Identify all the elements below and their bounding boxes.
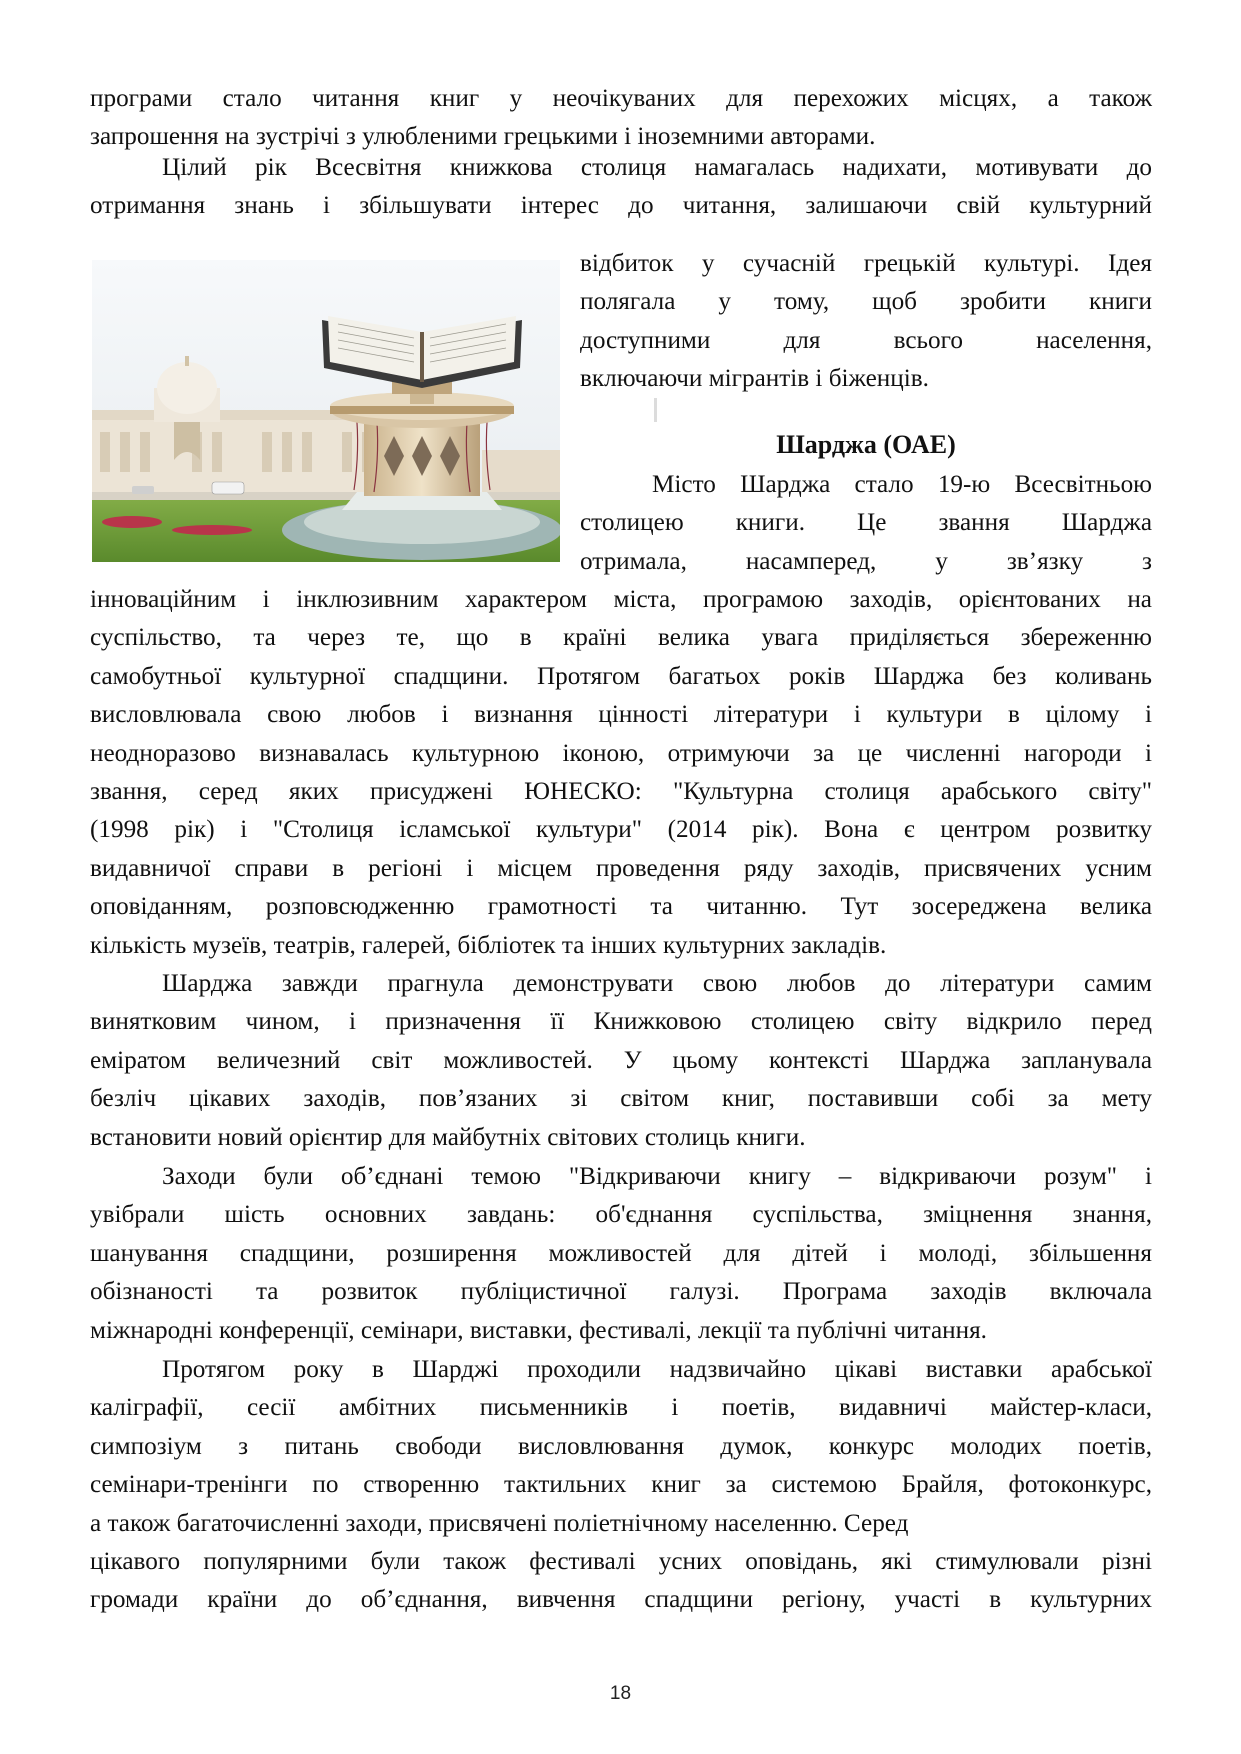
scan-artifact-mark [654,398,657,422]
text-line: Шарджа завжди прагнула демонструвати свою любов до літератури самим [162,970,1152,997]
text-line: винятковим чином, і призначення її Книжковою столицею світу відкрило перед [90,1008,1152,1036]
text-line: обізнаності та розвиток публіцистичної галузі. Програма заходів включала [90,1278,1152,1306]
text-line: доступними для всього населення, [580,326,1152,354]
text-line: самобутньої культурної спадщини. Протягом багатьох років Шарджа без коливань [90,662,1152,690]
text-line: встановити новий орієнтир для майбутніх світових столиць книги. [90,1123,806,1151]
text-line: каліграфії, сесії амбітних письменників і поетів, видавничі майстер-класи, [90,1394,1152,1422]
text-line: програми стало читання книг у неочікуваних для перехожих місцях, а також [90,85,1152,112]
text-line: (1998 рік) і "Столиця ісламської культури" (2014 рік). Вона є центром розвитку [90,816,1152,844]
section-heading: Шарджа (ОАЕ) [776,430,956,459]
sharjah-monument-photo [92,260,560,562]
text-line: оповіданням, розповсюдженню грамотності та читанню. Тут зосереджена велика [90,893,1152,921]
text-line: Заходи були об’єднані темою "Відкриваючи книгу – відкриваючи розум" і [162,1163,1152,1190]
text-line: Цілий рік Всесвітня книжкова столиця намагалась надихати, мотивувати до [162,154,1152,181]
top-paragraph [90,80,1152,157]
paragraph-world-book-capital-year [90,149,1152,226]
section-heading-container [580,426,1152,464]
text-line: столицею книги. Це звання Шарджа [580,509,1152,537]
text-line: відбиток у сучасній грецькій культурі. Ідея [580,250,1152,277]
text-line: семінари-тренінги по створенню тактильних книг за системою Брайля, фотоконкурс, [90,1471,1152,1499]
wrap-paragraph-continuation [580,245,1152,399]
text-line: отримала, насамперед, у зв’язку з [580,547,1152,575]
text-line: суспільство, та через те, що в країні велика увага приділяється збереженню [90,624,1152,652]
literature-love-paragraph [90,965,1152,1157]
page-number: 18 [609,1683,632,1704]
text-line: симпозіум з питань свободи висловлювання думок, конкурс молодих поетів, [90,1432,1152,1460]
text-line: а також багаточисленні заходи, присвячені поліетнічному населенню. Серед [90,1509,909,1537]
text-line: увібрали шість основних завдань: об'єднання суспільства, зміцнення знання, [90,1201,1152,1229]
sharjah-paragraph [90,581,1152,965]
text-line: Протягом року в Шарджі проходили надзвичайно цікаві виставки арабської [162,1356,1152,1383]
text-line: Місто Шарджа стало 19-ю Всесвітньою [652,471,1152,498]
text-line: полягала у тому, щоб зробити книги [580,288,1152,316]
text-line: безліч цікавих заходів, пов’язаних зі світом книг, поставивши собі за мету [90,1085,1152,1113]
text-line: висловлювала свою любов і визнання цінності літератури і культури в цілому і [90,701,1152,729]
text-line: кількість музеїв, театрів, галерей, бібліотек та інших культурних закладів. [90,931,887,959]
text-line: громади країни до об’єднання, вивчення спадщини регіону, участі в культурних [90,1586,1152,1614]
text-line: інноваційним і інклюзивним характером міста, програмою заходів, орієнтованих на [90,586,1152,613]
text-line: міжнародні конференції, семінари, виставки, фестивалі, лекції та публічні читання. [90,1316,987,1344]
text-line: неодноразово визнавалась культурною іконою, отримуючи за це численні нагороди і [90,739,1152,767]
text-line: включаючи мігрантів і біженців. [580,365,929,393]
text-line: запрошення на зустрічі з улюбленими грецькими і іноземними авторами. [90,123,876,151]
sharjah-quran-monument-photo-icon [92,260,560,562]
sharjah-paragraph-wrap [580,466,1152,581]
text-line: видавничої справи в регіоні і місцем проведення ряду заходів, присвячених усним [90,854,1152,882]
year-events-paragraph [90,1351,1152,1620]
events-theme-paragraph [90,1158,1152,1350]
text-line: цікавого популярними були також фестивалі усних оповідань, які стимулювали різні [90,1547,1152,1575]
text-line: отримання знань і збільшувати інтерес до читання, залишаючи свій культурний [90,192,1152,220]
text-line: еміратом величезний світ можливостей. У цьому контексті Шарджа запланувала [90,1046,1152,1074]
text-line: звання, серед яких присуджені ЮНЕСКО: "Культурна столиця арабського світу" [90,777,1152,805]
text-line: шанування спадщини, розширення можливостей для дітей і молоді, збільшення [90,1239,1152,1267]
